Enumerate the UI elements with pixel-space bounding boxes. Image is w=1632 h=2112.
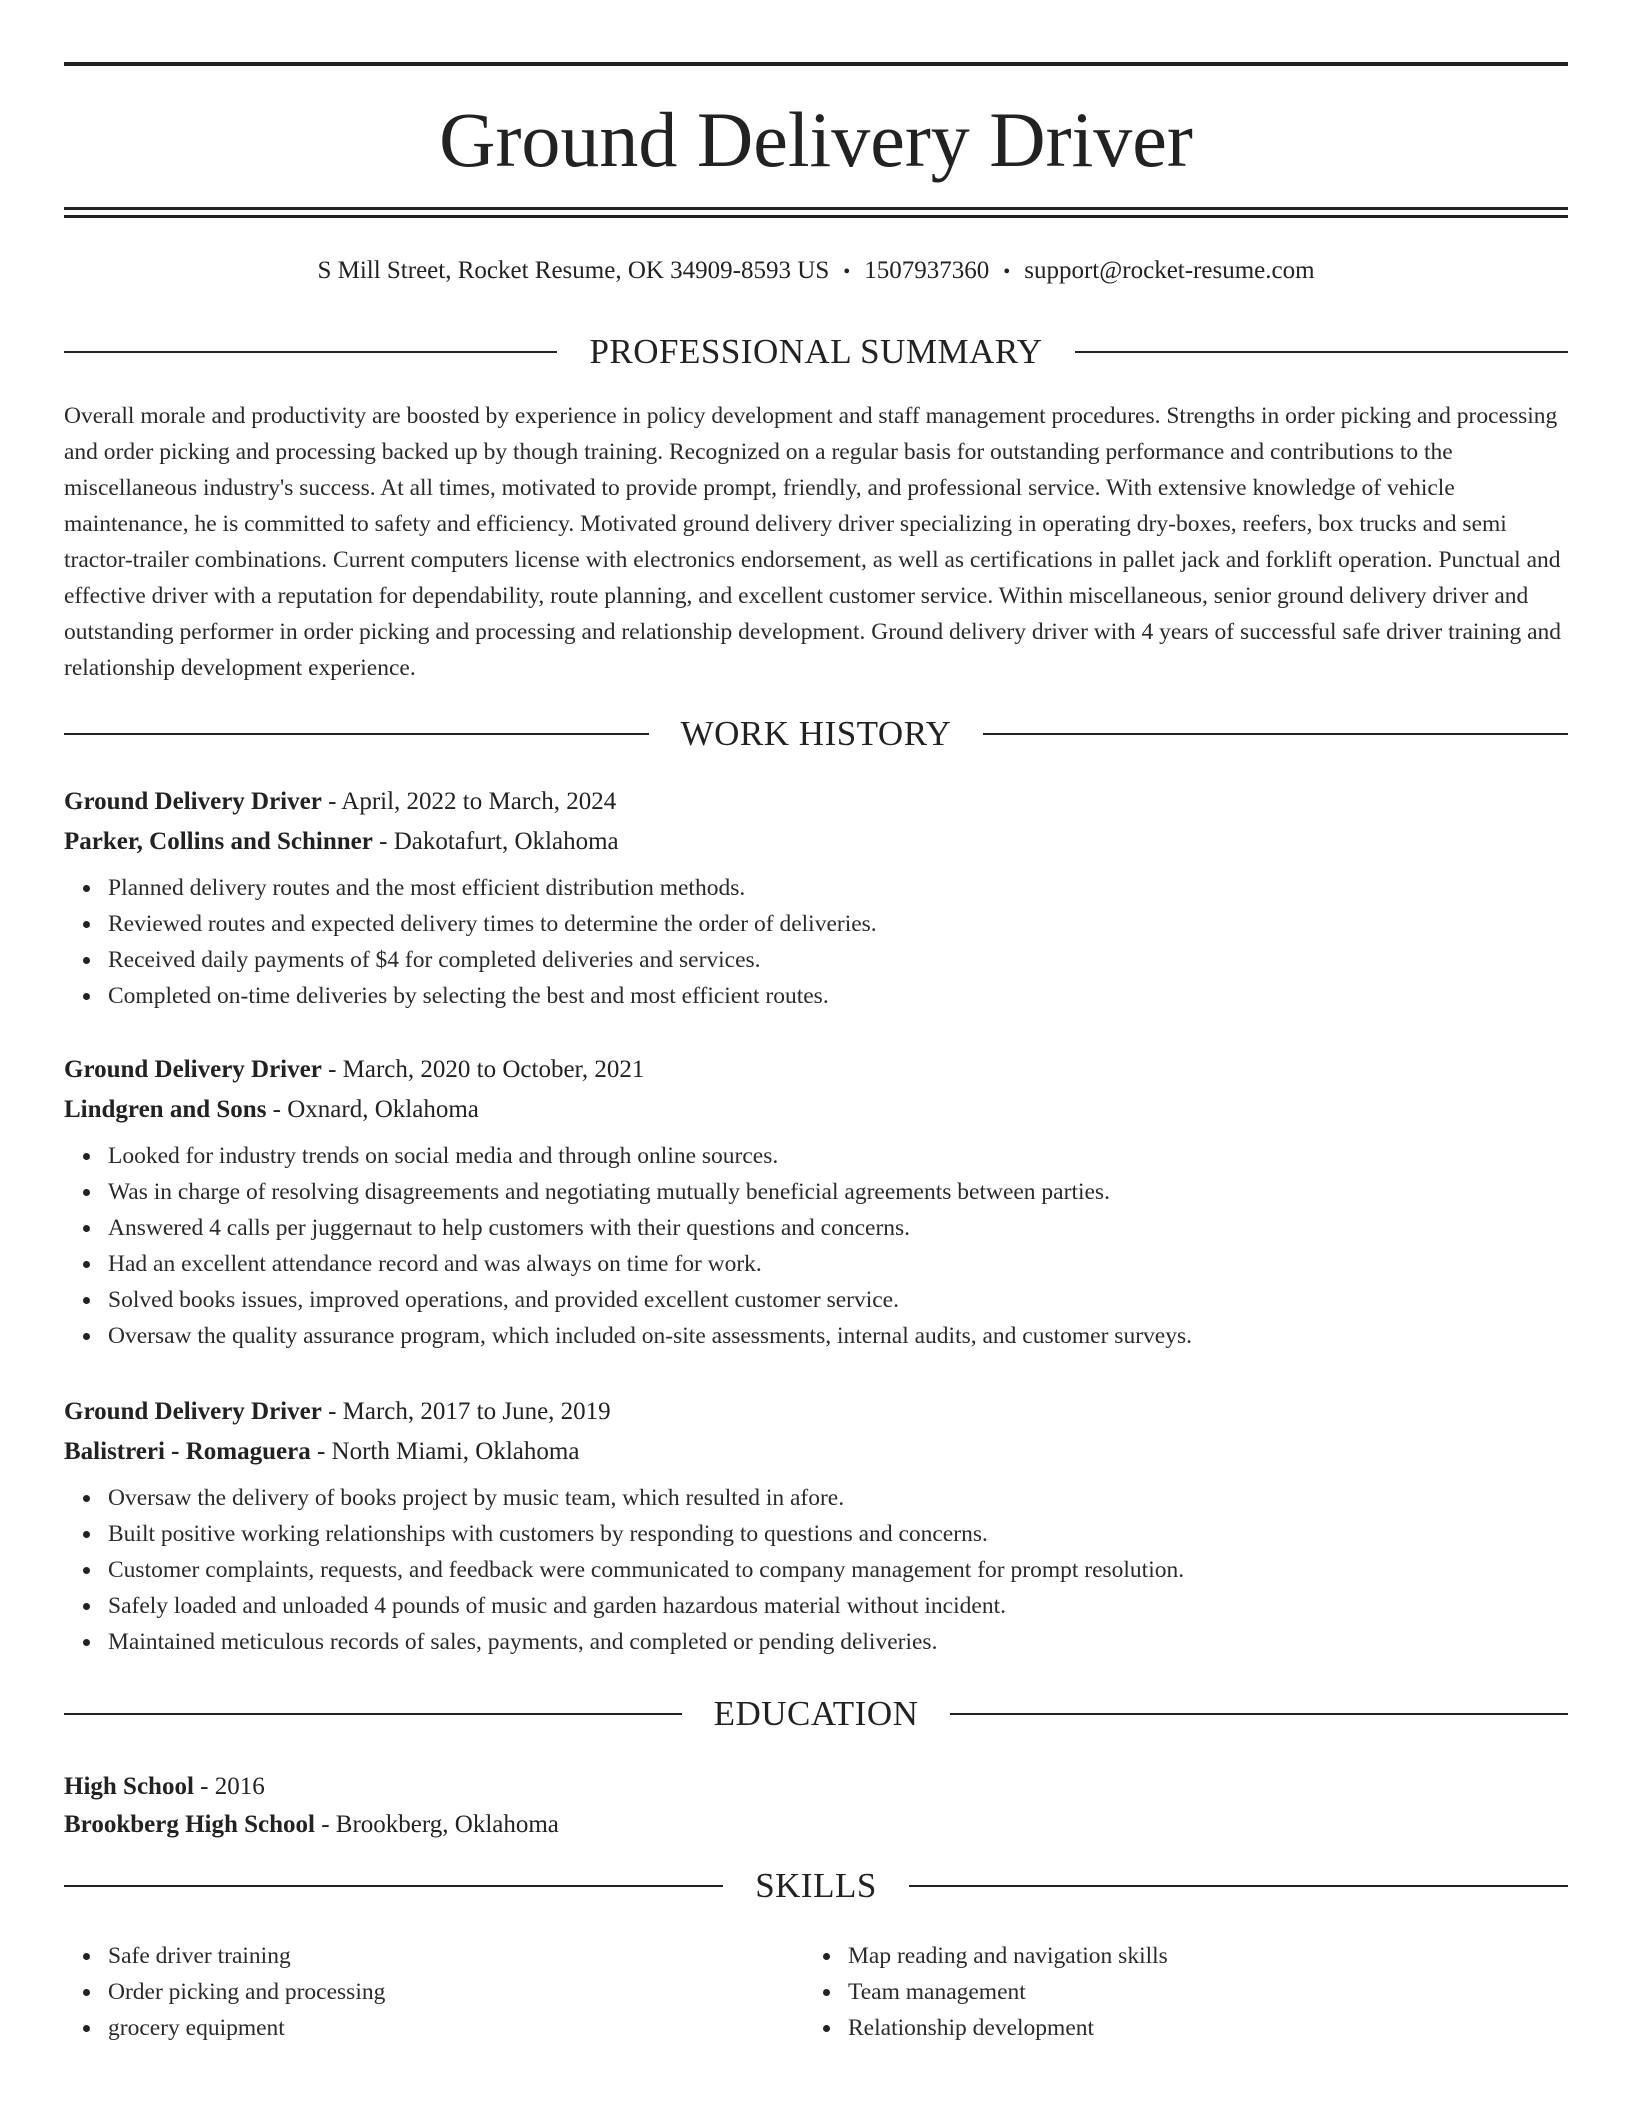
list-item: Oversaw the quality assurance program, which included on-site assessments, internal audits, and customer surveys.: [108, 1318, 1568, 1354]
job-title-line: Ground Delivery Driver - March, 2017 to June, 2019: [64, 1398, 611, 1425]
work-section-title: WORK HISTORY: [680, 714, 952, 753]
list-item: Reviewed routes and expected delivery times to determine the order of deliveries.: [108, 906, 1568, 942]
top-rule: [64, 62, 1568, 66]
skill-item: Order picking and processing: [108, 1974, 806, 2010]
job-company: Parker, Collins and Schinner: [64, 828, 373, 855]
job-company-line: Balistreri - Romaguera - North Miami, Oklahoma: [64, 1438, 580, 1465]
title-rule-lower: [64, 215, 1568, 218]
job-dates: March, 2017 to June, 2019: [342, 1398, 611, 1425]
education-section-title: EDUCATION: [713, 1694, 919, 1733]
job-title: Ground Delivery Driver: [64, 1398, 322, 1425]
list-item: Oversaw the delivery of books project by music team, which resulted in afore.: [108, 1480, 1568, 1516]
summary-section-title: PROFESSIONAL SUMMARY: [589, 332, 1043, 371]
education-degree: High School: [64, 1773, 194, 1800]
skill-item: Map reading and navigation skills: [848, 1938, 1546, 1974]
skills-section-header: [64, 1864, 1568, 1908]
list-item: Looked for industry trends on social media and through online sources.: [108, 1138, 1568, 1174]
job-dates: March, 2020 to October, 2021: [342, 1056, 645, 1083]
education-school: Brookberg High School: [64, 1811, 315, 1838]
job-company: Balistreri - Romaguera: [64, 1438, 311, 1465]
contact-line: [64, 254, 1568, 289]
education-location: Brookberg, Oklahoma: [335, 1811, 559, 1838]
skills-list: [64, 1938, 1568, 2046]
divider: [950, 1713, 1568, 1715]
education-section-header: [64, 1692, 1568, 1736]
contact-address: S Mill Street, Rocket Resume, OK 34909-8593 US: [317, 257, 830, 284]
skill-item: Relationship development: [848, 2010, 1546, 2046]
job-company: Lindgren and Sons: [64, 1096, 267, 1123]
job-title: Ground Delivery Driver: [64, 788, 322, 815]
skill-item: grocery equipment: [108, 2010, 806, 2046]
job-entry: [64, 782, 1568, 1014]
summary-text: Overall morale and productivity are boosted by experience in policy development and staff management procedures. Strengths in order picking and processing and order picking and processing backed up by though training. Recognized on a regular basis for outstanding performance and contributions to the miscellaneous industry's success. At all times, motivated to provide prompt, friendly, and professional service. With extensive knowledge of vehicle maintenance, he is committed to safety and efficiency. Motivated ground delivery driver specializing in operating dry-boxes, reefers, box trucks and semi tractor-trailer combinations. Current computers license with electronics endorsement, as well as certifications in pallet jack and forklift operation. Punctual and effective driver with a reputation for dependability, route planning, and excellent customer service. Within miscellaneous, senior ground delivery driver and outstanding performer in order picking and processing and relationship development. Ground delivery driver with 4 years of successful safe driver training and relationship development experience.: [64, 403, 1562, 681]
job-title-line: Ground Delivery Driver - March, 2020 to October, 2021: [64, 1056, 645, 1083]
divider: [64, 351, 557, 353]
skill-item: Safe driver training: [108, 1938, 806, 1974]
job-location: Oxnard, Oklahoma: [287, 1096, 479, 1123]
list-item: Built positive working relationships with customers by responding to questions and concerns.: [108, 1516, 1568, 1552]
list-item: Maintained meticulous records of sales, payments, and completed or pending deliveries.: [108, 1624, 1568, 1660]
list-item: Was in charge of resolving disagreements and negotiating mutually beneficial agreements between parties.: [108, 1174, 1568, 1210]
list-item: Answered 4 calls per juggernaut to help customers with their questions and concerns.: [108, 1210, 1568, 1246]
list-item: Solved books issues, improved operations, and provided excellent customer service.: [108, 1282, 1568, 1318]
divider: [64, 1885, 723, 1887]
skills-column-left: [64, 1938, 806, 2046]
job-location: Dakotafurt, Oklahoma: [393, 828, 619, 855]
job-location: North Miami, Oklahoma: [331, 1438, 580, 1465]
work-section-header: [64, 712, 1568, 756]
job-bullets: [64, 1138, 1568, 1354]
list-item: Planned delivery routes and the most efficient distribution methods.: [108, 870, 1568, 906]
skills-section-title: SKILLS: [755, 1866, 877, 1905]
divider: [909, 1885, 1568, 1887]
job-entry: [64, 1050, 1568, 1354]
list-item: Customer complaints, requests, and feedback were communicated to company management for prompt resolution.: [108, 1552, 1568, 1588]
job-bullets: [64, 870, 1568, 1014]
job-title-line: Ground Delivery Driver - April, 2022 to March, 2024: [64, 788, 617, 815]
list-item: Received daily payments of $4 for completed deliveries and services.: [108, 942, 1568, 978]
education-degree-line: High School - 2016: [64, 1773, 265, 1800]
list-item: Safely loaded and unloaded 4 pounds of music and garden hazardous material without incident.: [108, 1588, 1568, 1624]
divider: [1075, 351, 1568, 353]
divider: [64, 1713, 682, 1715]
divider: [64, 733, 649, 735]
title-rule-upper: [64, 207, 1568, 210]
job-company-line: Parker, Collins and Schinner - Dakotafurt, Oklahoma: [64, 828, 619, 855]
summary-section-header: [64, 330, 1568, 374]
resume-title: Ground Delivery Driver: [439, 96, 1193, 183]
skills-column-right: [806, 1938, 1546, 2046]
job-company-line: Lindgren and Sons - Oxnard, Oklahoma: [64, 1096, 479, 1123]
contact-email: support@rocket-resume.com: [1024, 257, 1315, 284]
skill-item: Team management: [848, 1974, 1546, 2010]
separator-dot: •: [843, 261, 851, 283]
list-item: Completed on-time deliveries by selecting the best and most efficient routes.: [108, 978, 1568, 1014]
job-dates: April, 2022 to March, 2024: [341, 788, 617, 815]
list-item: Had an excellent attendance record and was always on time for work.: [108, 1246, 1568, 1282]
education-year: 2016: [214, 1773, 265, 1800]
education-school-line: Brookberg High School - Brookberg, Oklahoma: [64, 1811, 559, 1838]
education-entry: [64, 1768, 1568, 1844]
contact-phone: 1507937360: [864, 257, 990, 284]
separator-dot: •: [1003, 261, 1011, 283]
job-entry: [64, 1392, 1568, 1660]
job-bullets: [64, 1480, 1568, 1660]
divider: [983, 733, 1568, 735]
job-title: Ground Delivery Driver: [64, 1056, 322, 1083]
